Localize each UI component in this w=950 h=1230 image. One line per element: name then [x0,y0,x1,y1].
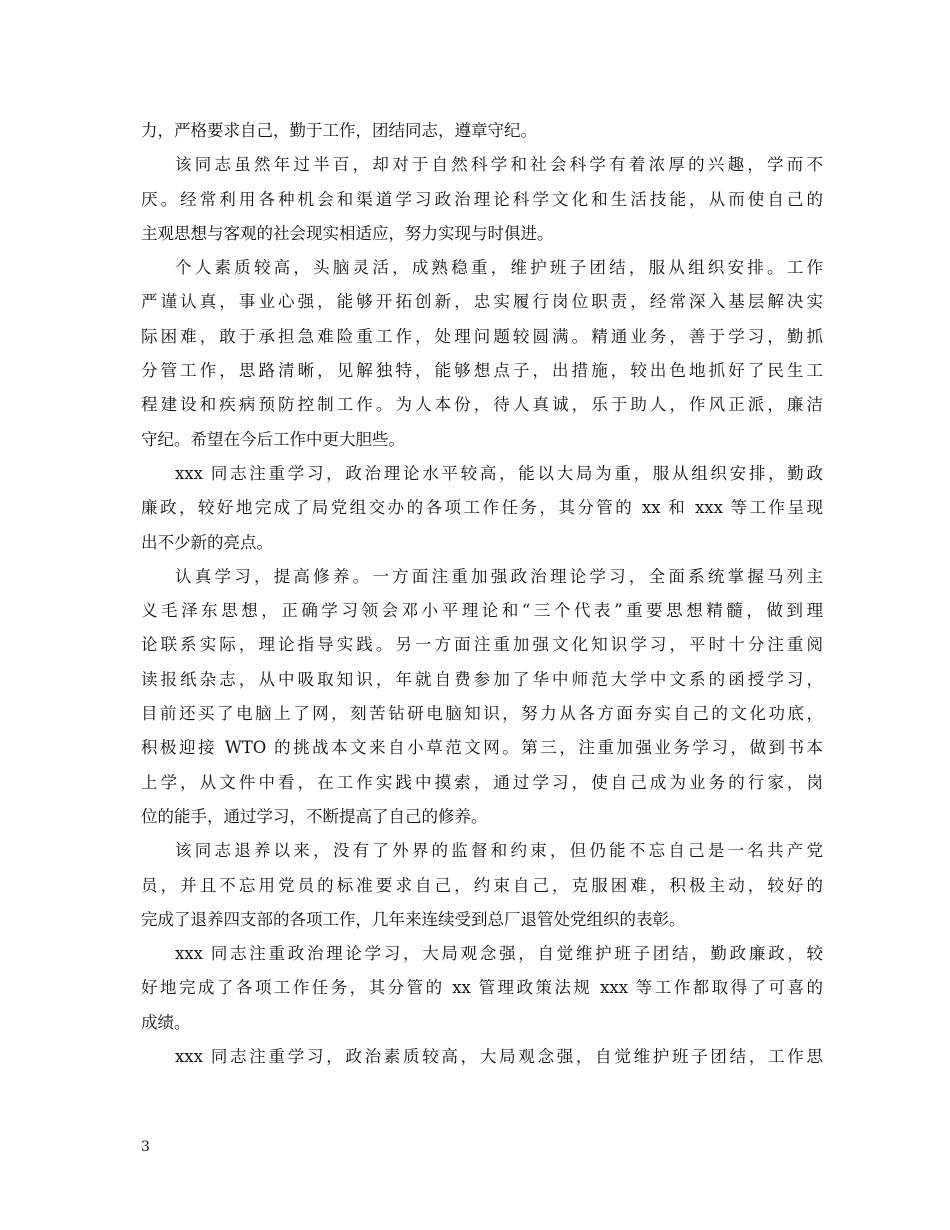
text-line: 上学，从文件中看，在工作实践中摸索，通过学习，使自己成为业务的行家，岗 [141,772,823,792]
text-line: xxx 同志注重政治理论学习，大局观念强，自觉维护班子团结，勤政廉政，较 [175,944,823,964]
text-line: 位的能手，通过学习，不断提高了自己的修养。 [141,806,488,826]
text-line: 该同志退养以来，没有了外界的监督和约束，但仍能不忘自己是一名共产党 [175,841,823,861]
text-line: xxx 同志注重学习，政治理论水平较高，能以大局为重，服从组织安排，勤政 [175,463,823,483]
text-line: 认真学习，提高修养。一方面注重加强政治理论学习，全面系统掌握马列主 [175,566,823,586]
text-line: 完成了退养四支部的各项工作，几年来连续受到总厂退管处党组织的表彰。 [141,909,686,929]
text-line: 好地完成了各项工作任务，其分管的 xx 管理政策法规 xxx 等工作都取得了可喜的 [141,978,823,998]
text-line: 际困难，敢于承担急难险重工作，处理问题较圆满。精通业务，善于学习，勤抓 [141,326,823,346]
text-line: 力，严格要求自己，勤于工作，团结同志，遵章守纪。 [141,121,537,140]
body-text [141,114,823,1074]
text-line: 主观思想与客观的社会现实相适应，努力实现与时俱进。 [141,223,554,243]
text-line: 读报纸杂志，从中吸取知识，年就自费参加了华中师范大学中文系的函授学习， [141,669,823,689]
text-line: 论联系实际，理论指导实践。另一方面注重加强文化知识学习，平时十分注重阅 [141,635,823,655]
text-line: 该同志虽然年过半百，却对于自然科学和社会科学有着浓厚的兴趣，学而不 [175,155,823,175]
page-number: 3 [141,1139,150,1155]
text-line: 个人素质较高，头脑灵活，成熟稳重，维护班子团结，服从组织安排。工作 [175,258,823,278]
text-line: 出不少新的亮点。 [141,532,273,552]
text-line: 员，并且不忘用党员的标准要求自己，约束自己，克服困难，积极主动，较好的 [141,875,823,895]
text-line: 积极迎接 WTO 的挑战本文来自小草范文网。第三，注重加强业务学习，做到书本 [141,738,823,758]
text-line: 严谨认真，事业心强，能够开拓创新，忠实履行岗位职责，经常深入基层解决实 [141,292,823,312]
text-line: 分管工作，思路清晰，见解独特，能够想点子，出措施，较出色地抓好了民生工 [141,361,823,381]
text-line: 厌。经常利用各种机会和渠道学习政治理论科学文化和生活技能，从而使自己的 [141,189,823,209]
text-line: 程建设和疾病预防控制工作。为人本份，待人真诚，乐于助人，作风正派，廉洁 [141,395,823,415]
text-line: 目前还买了电脑上了网，刻苦钻研电脑知识，努力从各方面夯实自己的文化功底， [141,704,823,724]
text-line: 成绩。 [141,1012,191,1032]
text-line: xxx 同志注重学习，政治素质较高，大局观念强，自觉维护班子团结，工作思 [175,1047,823,1067]
text-line: 廉政，较好地完成了局党组交办的各项工作任务，其分管的 xx 和 xxx 等工作呈现 [141,498,823,518]
text-line: 守纪。希望在今后工作中更大胆些。 [141,429,405,449]
text-line: 义毛泽东思想，正确学习领会邓小平理论和“三个代表”重要思想精髓，做到理 [141,601,823,621]
